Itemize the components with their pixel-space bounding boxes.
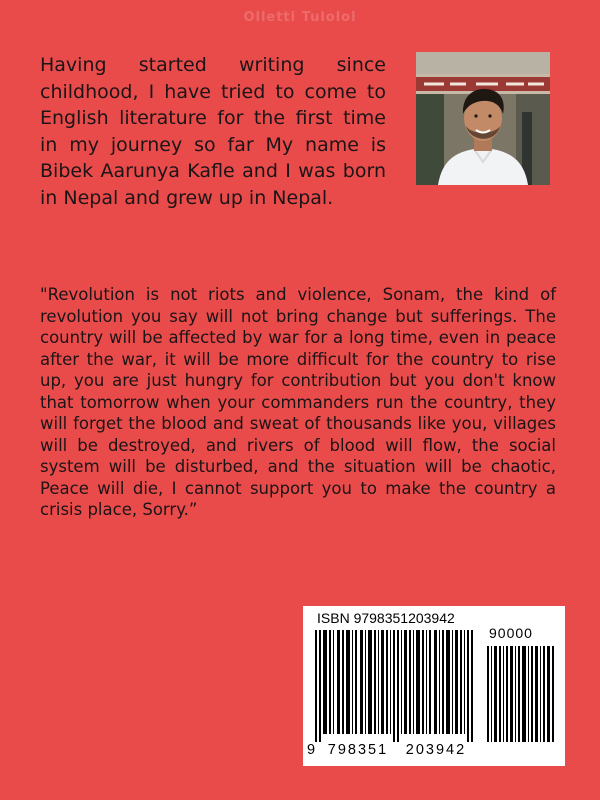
isbn-barcode-box (303, 606, 565, 766)
author-bio: Having started writing since childhood, I have tried to come to English literature for the first time in my journey so far My name is Bibek Aarunya Kafle and I was born in Nepal and grew up in Nepal. (40, 54, 386, 209)
ean-first-digit: 9 (307, 742, 316, 758)
price-code: 90000 (489, 625, 533, 641)
author-photo (416, 52, 550, 185)
isbn-label: ISBN 9798351203942 (317, 610, 455, 626)
book-quote: "Revolution is not riots and violence, Sonam, the kind of revolution you say will not bring change but sufferings. The country will be affected by war for a long time, even in peace after the war, it will be more difficult for the country to rise up, you are just hungry for contribution but you don't know that tomorrow when your commanders run the country, they will forget the blood and sweat of thousands like you, villages will be destroyed, and rivers of blood will flow, the social system will be disturbed, and the situation will be chaotic, Peace will die, I cannot support you to make the country a crisis place, Sorry.” (40, 285, 556, 519)
ean-group-1: 798351 (327, 742, 389, 758)
ean-digits (307, 742, 477, 758)
watermark-text: Olletti Tulolol (243, 10, 357, 25)
ean-group-2: 203942 (405, 742, 467, 758)
